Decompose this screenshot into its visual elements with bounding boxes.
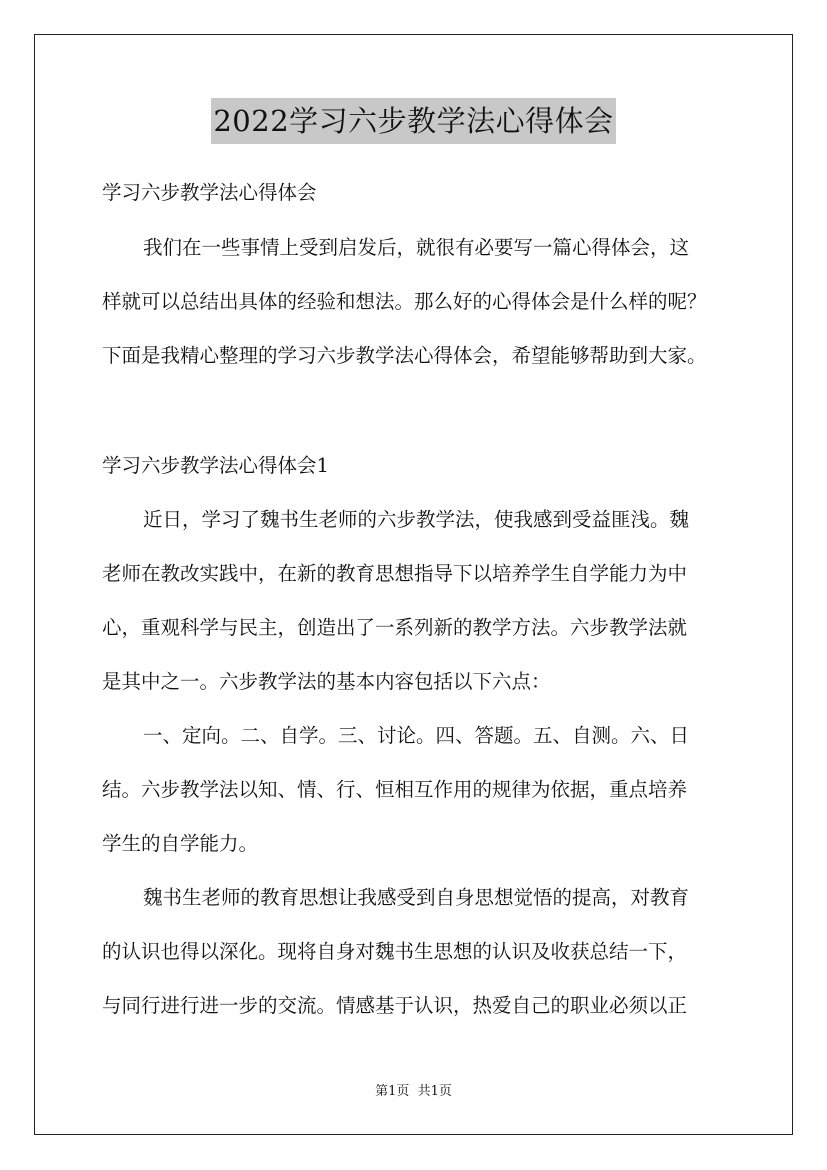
paragraph-line: 的认识也得以深化。现将自身对魏书生思想的认识及收获总结一下， — [102, 940, 688, 963]
paragraph-line: 下面是我精心整理的学习六步教学法心得体会，希望能够帮助到大家。 — [102, 344, 707, 367]
paragraph-line: 一、定向。二、自学。三、讨论。四、答题。五、自测。六、日 — [143, 724, 690, 747]
page-number-footer: 第1页 共1页 — [375, 1084, 452, 1099]
paragraph-line: 样就可以总结出具体的经验和想法。那么好的心得体会是什么样的呢？ — [102, 290, 707, 313]
paragraph-line: 学生的自学能力。 — [102, 832, 259, 855]
paragraph-line: 近日，学习了魏书生老师的六步教学法，使我感到受益匪浅。魏 — [143, 508, 690, 531]
paragraph-line: 与同行进行进一步的交流。情感基于认识，热爱自己的职业必须以正 — [102, 994, 688, 1017]
subheading: 学习六步教学法心得体会 — [102, 181, 317, 204]
paragraph-line: 魏书生老师的教育思想让我感受到自身思想觉悟的提高，对教育 — [143, 886, 690, 909]
section-heading: 学习六步教学法心得体会1 — [102, 454, 329, 477]
document-title: 2022学习六步教学法心得体会 — [211, 98, 615, 144]
paragraph-line: 是其中之一。六步教学法的基本内容包括以下六点： — [102, 670, 551, 693]
title-container — [0, 98, 827, 144]
paragraph-line: 结。六步教学法以知、情、行、恒相互作用的规律为依据，重点培养 — [102, 778, 688, 801]
paragraph-line: 我们在一些事情上受到启发后，就很有必要写一篇心得体会，这 — [143, 236, 690, 259]
paragraph-line: 心，重观科学与民主，创造出了一系列新的教学方法。六步教学法就 — [102, 616, 688, 639]
paragraph-line: 老师在教改实践中，在新的教育思想指导下以培养学生自学能力为中 — [102, 562, 688, 585]
